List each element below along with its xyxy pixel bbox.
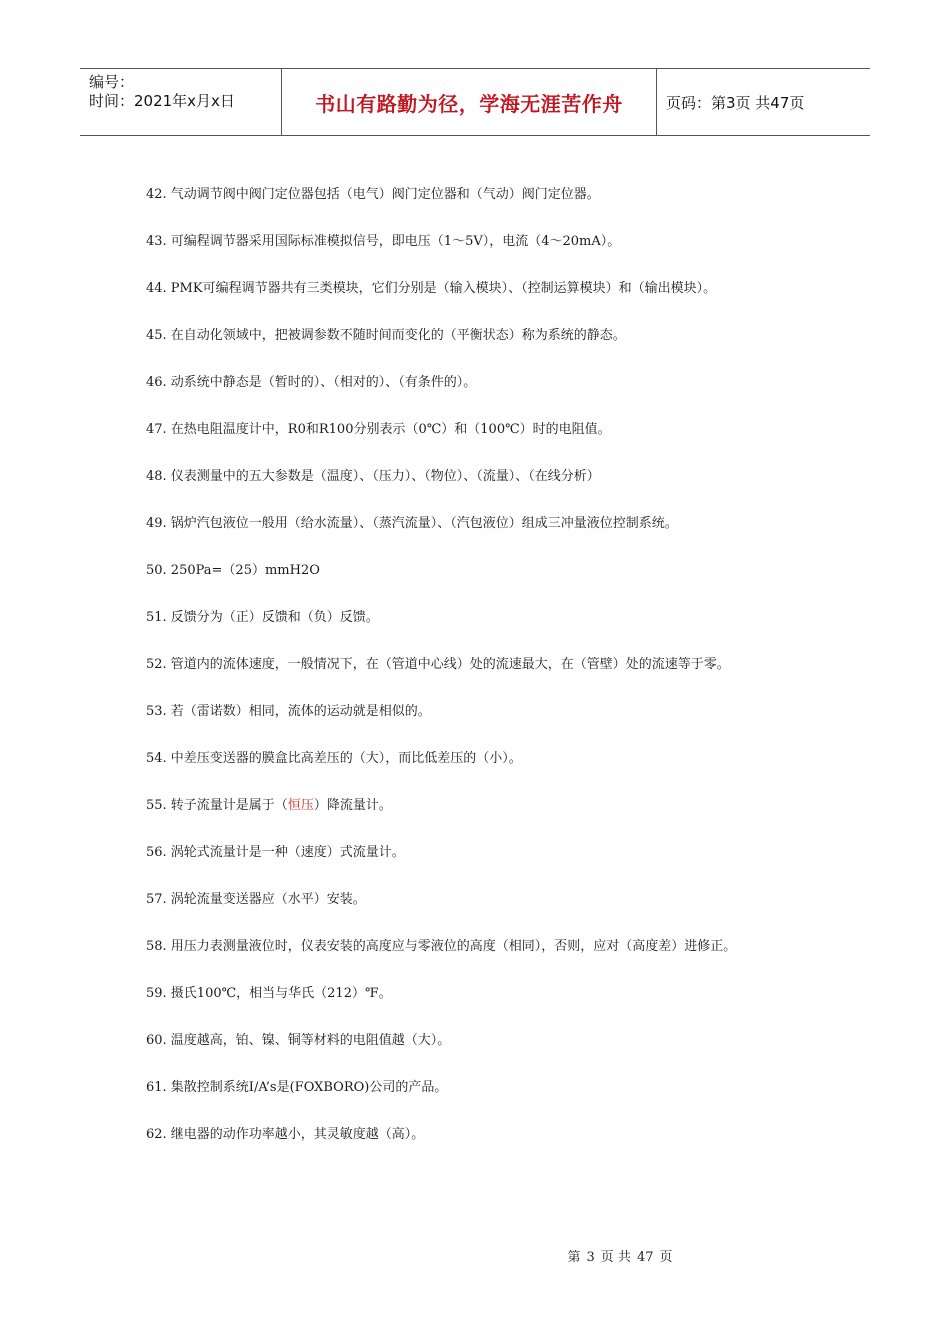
page-header	[80, 68, 870, 136]
list-item: 52. 管道内的流体速度，一般情况下，在（管道中心线）处的流速最大，在（管壁）处的流速等于零。	[146, 657, 730, 672]
list-item: 56. 涡轮式流量计是一种（速度）式流量计。	[146, 845, 405, 860]
list-item: 53. 若（雷诺数）相同，流体的运动就是相似的。	[146, 704, 431, 719]
list-item: 57. 涡轮流量变送器应（水平）安装。	[146, 892, 366, 907]
document-time: 时间：2021年x月x日	[89, 92, 235, 110]
list-item: 49. 锅炉汽包液位一般用（给水流量）、（蒸汽流量）、（汽包液位）组成三冲量液位控制系统。	[146, 516, 678, 531]
list-item: 62. 继电器的动作功率越小，其灵敏度越（高）。	[146, 1127, 425, 1142]
footer-suffix: 页	[659, 1250, 673, 1265]
list-item-highlighted	[146, 795, 796, 817]
list-item: 48. 仪表测量中的五大参数是（温度）、（压力）、（物位）、（流量）、（在线分析）	[146, 469, 600, 484]
footer-middle: 页 共	[600, 1250, 631, 1265]
document-number-label: 编号：	[89, 73, 135, 91]
list-item: 46. 动系统中静态是（暂时的）、（相对的）、（有条件的）。	[146, 375, 477, 390]
header-page-info: 页码：第3页 共47页	[666, 93, 805, 112]
list-item: 44. PMK可编程调节器共有三类模块，它们分别是（输入模块）、（控制运算模块）和（输出模块）。	[146, 281, 717, 296]
highlighted-answer: 恒压	[287, 798, 314, 813]
list-item: 42. 气动调节阀中阀门定位器包括（电气）阀门定位器和（气动）阀门定位器。	[146, 187, 600, 202]
page-footer	[0, 1246, 950, 1265]
header-meta	[80, 69, 281, 135]
list-item: 50. 250Pa=（25）mmH2O	[146, 563, 320, 578]
list-item: 54. 中差压变送器的膜盒比高差压的（大），而比低差压的（小）。	[146, 751, 522, 766]
list-item: 45. 在自动化领域中，把被调参数不随时间而变化的（平衡状态）称为系统的静态。	[146, 328, 626, 343]
item-text-before: 55. 转子流量计是属于（	[146, 798, 288, 813]
footer-total-pages: 47	[636, 1250, 654, 1265]
footer-page-number: 3	[586, 1250, 595, 1265]
list-item: 51. 反馈分为（正）反馈和（负）反馈。	[146, 610, 379, 625]
list-item: 58. 用压力表测量液位时，仪表安装的高度应与零液位的高度（相同），否则，应对（高度差）进修正。	[146, 939, 737, 954]
list-item: 43. 可编程调节器采用国际标准模拟信号，即电压（1～5V），电流（4～20mA）。	[146, 234, 621, 249]
list-item: 59. 摄氏100℃，相当与华氏（212）℉。	[146, 986, 392, 1001]
footer-prefix: 第	[567, 1250, 581, 1265]
question-list	[146, 184, 796, 1171]
item-text-after: ）降流量计。	[313, 798, 392, 813]
header-motto: 书山有路勤为径，学海无涯苦作舟	[281, 69, 657, 135]
list-item: 61. 集散控制系统I/A’s是(FOXBORO)公司的产品。	[146, 1080, 448, 1095]
list-item: 60. 温度越高，铂、镍、铜等材料的电阻值越（大）。	[146, 1033, 451, 1048]
list-item: 47. 在热电阻温度计中，R0和R100分别表示（0℃）和（100℃）时的电阻值。	[146, 422, 611, 437]
